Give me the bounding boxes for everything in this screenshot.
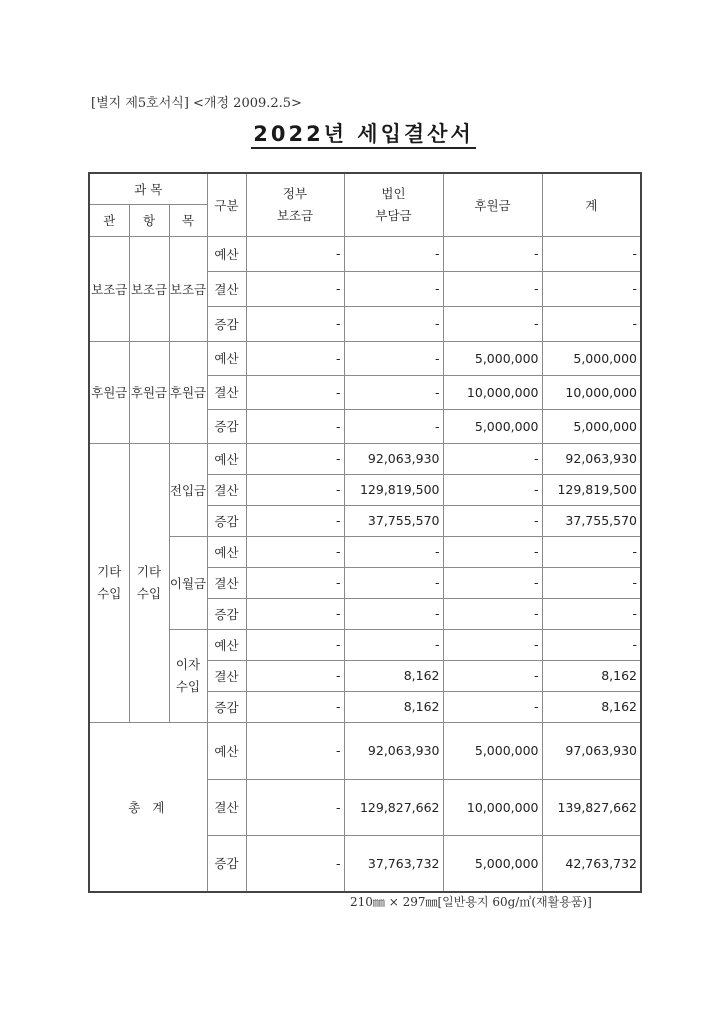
header-government-subsidy [246, 173, 344, 236]
cell-total: 8,162 [542, 660, 641, 691]
paper-spec-note: 210㎜ × 297㎜[일반용지 60g/㎡(재활용품)] [350, 895, 592, 909]
cell-government-subsidy: - [246, 722, 344, 779]
cell-gwan-line-1: 기타 [97, 563, 122, 579]
cell-donation: - [443, 691, 542, 722]
header-government-subsidy-line-1: 정부 [282, 185, 308, 201]
cell-government-subsidy: - [246, 341, 344, 375]
cell-mok: 전입금 [169, 443, 207, 536]
cell-donation: - [443, 474, 542, 505]
cell-total: 5,000,000 [542, 341, 641, 375]
cell-donation: - [443, 505, 542, 536]
cell-gubun: 예산 [207, 722, 246, 779]
cell-hang: 보조금 [129, 236, 169, 341]
cell-donation: - [443, 271, 542, 306]
cell-corporate-contribution: 129,819,500 [344, 474, 443, 505]
cell-gubun: 증감 [207, 691, 246, 722]
cell-gubun: 증감 [207, 835, 246, 892]
cell-gubun: 증감 [207, 306, 246, 341]
document-title: 2022년 세입결산서 [251, 122, 475, 149]
header-government-subsidy-line-2: 보조금 [276, 207, 314, 223]
header-gwamok: 과 목 [89, 173, 207, 204]
cell-government-subsidy: - [246, 375, 344, 409]
cell-total: - [542, 598, 641, 629]
cell-total: - [542, 236, 641, 271]
header-gwan: 관 [89, 204, 129, 236]
cell-total: 37,755,570 [542, 505, 641, 536]
header-row-1 [89, 173, 641, 204]
cell-government-subsidy: - [246, 598, 344, 629]
cell-corporate-contribution: 92,063,930 [344, 722, 443, 779]
cell-government-subsidy: - [246, 409, 344, 443]
header-donation: 후원금 [443, 173, 542, 236]
cell-gwan [89, 443, 129, 722]
cell-total: 139,827,662 [542, 779, 641, 835]
header-corporate-contribution-line-1: 법인 [381, 185, 406, 201]
cell-mok [169, 629, 207, 722]
cell-donation: 5,000,000 [443, 722, 542, 779]
cell-corporate-contribution: - [344, 271, 443, 306]
cell-gubun: 증감 [207, 505, 246, 536]
cell-gubun: 증감 [207, 409, 246, 443]
cell-corporate-contribution: 8,162 [344, 691, 443, 722]
cell-government-subsidy: - [246, 443, 344, 474]
cell-gubun: 결산 [207, 474, 246, 505]
header-gubun: 구분 [207, 173, 246, 236]
cell-corporate-contribution: - [344, 567, 443, 598]
cell-gubun: 결산 [207, 567, 246, 598]
table-row [89, 443, 641, 474]
cell-corporate-contribution: - [344, 341, 443, 375]
cell-grand-total-label: 총 계 [89, 722, 207, 892]
cell-gubun: 결산 [207, 271, 246, 306]
cell-total: - [542, 629, 641, 660]
cell-total: - [542, 536, 641, 567]
cell-government-subsidy: - [246, 236, 344, 271]
cell-hang: 후원금 [129, 341, 169, 443]
cell-corporate-contribution: - [344, 409, 443, 443]
revenue-settlement-table [88, 172, 642, 893]
cell-gubun: 증감 [207, 598, 246, 629]
header-total: 계 [542, 173, 641, 236]
cell-donation: - [443, 567, 542, 598]
cell-donation: 10,000,000 [443, 779, 542, 835]
cell-total: 10,000,000 [542, 375, 641, 409]
cell-donation: - [443, 443, 542, 474]
cell-donation: 5,000,000 [443, 341, 542, 375]
cell-gwan-line-2: 수입 [97, 585, 122, 601]
cell-mok: 보조금 [169, 236, 207, 341]
cell-total: - [542, 567, 641, 598]
cell-corporate-contribution: - [344, 375, 443, 409]
cell-gwan: 보조금 [89, 236, 129, 341]
cell-corporate-contribution: - [344, 536, 443, 567]
cell-government-subsidy: - [246, 567, 344, 598]
cell-corporate-contribution: - [344, 236, 443, 271]
cell-government-subsidy: - [246, 306, 344, 341]
cell-mok-line-2: 수입 [175, 678, 201, 694]
header-corporate-contribution-line-2: 부담금 [375, 207, 412, 223]
cell-total: 8,162 [542, 691, 641, 722]
cell-total: - [542, 271, 641, 306]
cell-government-subsidy: - [246, 536, 344, 567]
cell-donation: - [443, 306, 542, 341]
cell-gubun: 예산 [207, 236, 246, 271]
cell-government-subsidy: - [246, 691, 344, 722]
cell-gwan: 후원금 [89, 341, 129, 443]
cell-hang-line-2: 수입 [136, 585, 162, 601]
cell-gubun: 예산 [207, 629, 246, 660]
cell-donation: 5,000,000 [443, 409, 542, 443]
cell-total: 97,063,930 [542, 722, 641, 779]
cell-corporate-contribution: 129,827,662 [344, 779, 443, 835]
cell-corporate-contribution: 8,162 [344, 660, 443, 691]
form-reference-note: [별지 제5호서식] <개정 2009.2.5> [91, 96, 302, 111]
cell-total: - [542, 306, 641, 341]
cell-mok: 후원금 [169, 341, 207, 443]
cell-donation: 10,000,000 [443, 375, 542, 409]
table-row [89, 236, 641, 271]
cell-donation: - [443, 598, 542, 629]
table-row [89, 341, 641, 375]
cell-total: 129,819,500 [542, 474, 641, 505]
cell-corporate-contribution: 37,755,570 [344, 505, 443, 536]
cell-corporate-contribution: - [344, 629, 443, 660]
total-row [89, 722, 641, 779]
cell-mok-line-1: 이자 [175, 656, 201, 672]
cell-gubun: 예산 [207, 341, 246, 375]
cell-government-subsidy: - [246, 835, 344, 892]
cell-total: 42,763,732 [542, 835, 641, 892]
cell-gubun: 결산 [207, 779, 246, 835]
cell-corporate-contribution: 92,063,930 [344, 443, 443, 474]
table-row [89, 536, 641, 567]
cell-corporate-contribution: - [344, 306, 443, 341]
cell-government-subsidy: - [246, 629, 344, 660]
cell-hang [129, 443, 169, 722]
table-body [89, 173, 641, 892]
cell-mok: 이월금 [169, 536, 207, 629]
header-corporate-contribution [344, 173, 443, 236]
cell-gubun: 결산 [207, 660, 246, 691]
cell-donation: - [443, 236, 542, 271]
cell-total: 5,000,000 [542, 409, 641, 443]
cell-government-subsidy: - [246, 779, 344, 835]
cell-government-subsidy: - [246, 660, 344, 691]
cell-government-subsidy: - [246, 505, 344, 536]
header-hang: 항 [129, 204, 169, 236]
cell-government-subsidy: - [246, 271, 344, 306]
document-title-wrapper [0, 118, 727, 148]
cell-hang-line-1: 기타 [136, 563, 162, 579]
header-mok: 목 [169, 204, 207, 236]
cell-gubun: 결산 [207, 375, 246, 409]
cell-donation: - [443, 660, 542, 691]
table-row [89, 629, 641, 660]
cell-government-subsidy: - [246, 474, 344, 505]
cell-total: 92,063,930 [542, 443, 641, 474]
cell-gubun: 예산 [207, 443, 246, 474]
cell-gubun: 예산 [207, 536, 246, 567]
cell-corporate-contribution: 37,763,732 [344, 835, 443, 892]
cell-corporate-contribution: - [344, 598, 443, 629]
cell-donation: - [443, 629, 542, 660]
cell-donation: 5,000,000 [443, 835, 542, 892]
cell-donation: - [443, 536, 542, 567]
